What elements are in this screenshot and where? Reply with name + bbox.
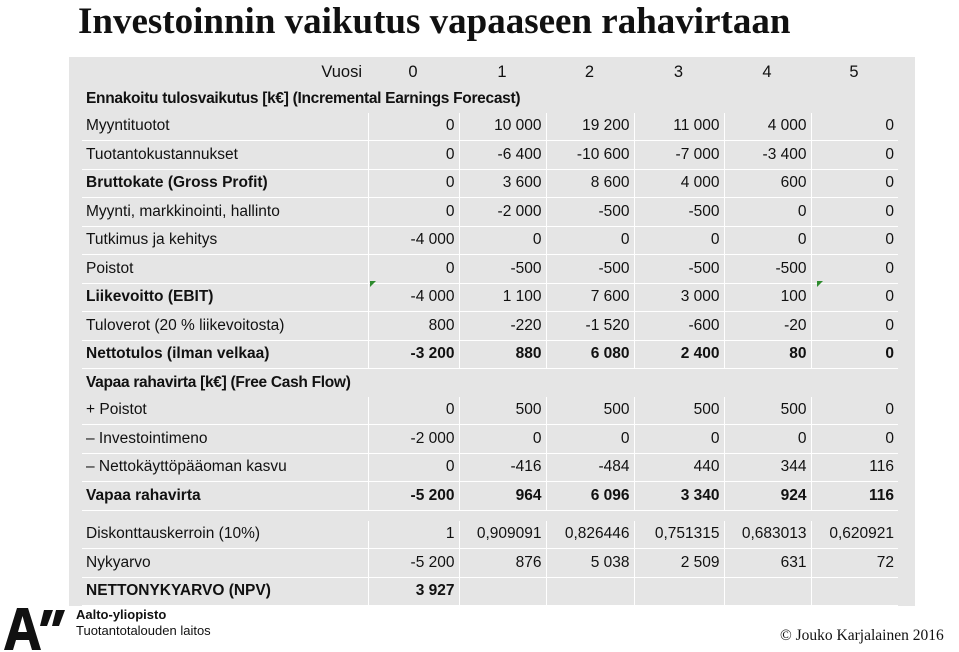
- value-cell: 800: [368, 312, 459, 341]
- table-row: [82, 521, 898, 549]
- value-cell: 0: [459, 226, 546, 255]
- value-cell: 0: [811, 169, 898, 198]
- value-cell: 7 600: [546, 283, 634, 312]
- value-cell: 6 080: [546, 340, 634, 369]
- year-cell: 4: [762, 62, 772, 81]
- row-label: Liikevoitto (EBIT): [82, 283, 368, 312]
- fcf-rows: [82, 397, 898, 511]
- value-cell: 876: [459, 549, 546, 578]
- table-row: [82, 169, 898, 198]
- value-cell: 3 600: [459, 169, 546, 198]
- value-cell: 0: [811, 255, 898, 284]
- value-cell: 500: [459, 397, 546, 425]
- value-cell: -500: [724, 255, 811, 284]
- row-label: Diskonttauskerroin (10%): [82, 521, 368, 549]
- value-cell: 0: [724, 198, 811, 227]
- row-label: NETTONYKYARVO (NPV): [82, 577, 368, 606]
- value-cell: 116: [811, 453, 898, 482]
- value-cell: -6 400: [459, 141, 546, 170]
- table-row: [82, 549, 898, 578]
- value-cell: -5 200: [368, 549, 459, 578]
- financial-table: [82, 58, 898, 606]
- value-cell: 0: [368, 255, 459, 284]
- value-cell: 0,909091: [459, 521, 546, 549]
- value-cell: -5 200: [368, 482, 459, 511]
- value-cell: [459, 577, 546, 606]
- value-cell: -220: [459, 312, 546, 341]
- value-cell: 0: [811, 113, 898, 141]
- cell-comment-marker: [817, 281, 823, 287]
- org-name: Aalto-yliopisto: [76, 607, 167, 622]
- value-cell: -2 000: [368, 425, 459, 454]
- value-cell: 0: [546, 226, 634, 255]
- value-cell: 0: [811, 312, 898, 341]
- aalto-logo: [4, 606, 68, 650]
- value-cell: 600: [724, 169, 811, 198]
- value-cell: 80: [724, 340, 811, 369]
- value-cell: 8 600: [546, 169, 634, 198]
- row-label: + Poistot: [82, 397, 368, 425]
- value-cell: 440: [634, 453, 724, 482]
- value-cell: 0: [811, 226, 898, 255]
- value-cell: 0: [368, 141, 459, 170]
- value-cell: 10 000: [459, 113, 546, 141]
- value-cell: 500: [546, 397, 634, 425]
- year-cell: 3: [673, 62, 684, 81]
- value-cell: -20: [724, 312, 811, 341]
- table-row: [82, 397, 898, 425]
- value-cell: -500: [546, 198, 634, 227]
- table-row: [82, 283, 898, 312]
- value-cell: -4 000: [368, 226, 459, 255]
- value-cell: 0: [811, 397, 898, 425]
- value-cell: 3 927: [368, 577, 459, 606]
- value-cell: -1 520: [546, 312, 634, 341]
- value-cell: 0: [811, 141, 898, 170]
- table-row: [82, 425, 898, 454]
- table-row: [82, 453, 898, 482]
- value-cell: 6 096: [546, 482, 634, 511]
- section-label: Ennakoitu tulosvaikutus [k€] (Incremental Earnings Forecast): [86, 89, 521, 107]
- value-cell: 0: [368, 113, 459, 141]
- row-label: Nettotulos (ilman velkaa): [82, 340, 368, 369]
- section-label: Vapaa rahavirta [k€] (Free Cash Flow): [86, 373, 351, 391]
- year-header-row: [82, 58, 898, 85]
- value-cell: 0: [811, 198, 898, 227]
- value-cell: 116: [811, 482, 898, 511]
- value-cell: 2 509: [634, 549, 724, 578]
- value-cell: [811, 577, 898, 606]
- value-cell: [634, 577, 724, 606]
- value-cell: 5 038: [546, 549, 634, 578]
- row-label: Vapaa rahavirta: [82, 482, 368, 511]
- value-cell: -500: [634, 255, 724, 284]
- value-cell: 0,620921: [811, 521, 898, 549]
- page-title: Investoinnin vaikutus vapaaseen rahavirtaan: [78, 1, 791, 42]
- value-cell: 500: [634, 397, 724, 425]
- earnings-rows: [82, 113, 898, 369]
- table-row: [82, 198, 898, 227]
- row-label: Myyntituotot: [82, 113, 368, 141]
- value-cell: -10 600: [546, 141, 634, 170]
- value-cell: -500: [546, 255, 634, 284]
- section-heading-fcf: [82, 369, 898, 397]
- copyright-notice: © Jouko Karjalainen 2016: [780, 627, 944, 644]
- table-row: [82, 340, 898, 369]
- year-cell: 5: [849, 62, 859, 81]
- table-row: [82, 113, 898, 141]
- value-cell: 964: [459, 482, 546, 511]
- row-label: Tuloverot (20 % liikevoitosta): [82, 312, 368, 341]
- year-cell: 2: [584, 62, 595, 81]
- row-label: Poistot: [82, 255, 368, 284]
- value-cell: 344: [724, 453, 811, 482]
- table-row: [82, 226, 898, 255]
- value-cell: 11 000: [634, 113, 724, 141]
- section-heading-earnings: [82, 85, 898, 113]
- value-cell: 4 000: [724, 113, 811, 141]
- value-cell: 1: [368, 521, 459, 549]
- org-dept: Tuotantotalouden laitos: [76, 623, 211, 638]
- value-cell: 3 000: [634, 283, 724, 312]
- table-row: [82, 482, 898, 511]
- year-cell: 1: [497, 62, 507, 81]
- value-cell: 880: [459, 340, 546, 369]
- value-cell: 100: [724, 283, 811, 312]
- table-row: [82, 255, 898, 284]
- value-cell: 924: [724, 482, 811, 511]
- row-label: – Investointimeno: [82, 425, 368, 454]
- value-cell: 0,683013: [724, 521, 811, 549]
- value-cell: -3 200: [368, 340, 459, 369]
- value-cell: 0: [811, 425, 898, 454]
- value-cell: 4 000: [634, 169, 724, 198]
- value-cell: 500: [724, 397, 811, 425]
- value-cell: -500: [634, 198, 724, 227]
- row-label: Nykyarvo: [82, 549, 368, 578]
- value-cell: 19 200: [546, 113, 634, 141]
- value-cell: [546, 577, 634, 606]
- value-cell: 0: [368, 198, 459, 227]
- value-cell: 0: [811, 340, 898, 369]
- value-cell: 0: [368, 169, 459, 198]
- value-cell: -416: [459, 453, 546, 482]
- value-cell: 0: [546, 425, 634, 454]
- cell-comment-marker: [370, 281, 376, 287]
- table-row: [82, 577, 898, 606]
- value-cell: 0: [368, 453, 459, 482]
- value-cell: -600: [634, 312, 724, 341]
- value-cell: 3 340: [634, 482, 724, 511]
- year-header-label: Vuosi: [321, 62, 362, 81]
- value-cell: -3 400: [724, 141, 811, 170]
- spacer-row: [82, 510, 898, 521]
- value-cell: 2 400: [634, 340, 724, 369]
- value-cell: 0: [368, 397, 459, 425]
- value-cell: 0: [811, 283, 898, 312]
- value-cell: -4 000: [368, 283, 459, 312]
- value-cell: -7 000: [634, 141, 724, 170]
- table-row: [82, 141, 898, 170]
- value-cell: 0: [724, 226, 811, 255]
- value-cell: 0: [634, 226, 724, 255]
- value-cell: 0,826446: [546, 521, 634, 549]
- value-cell: 0: [634, 425, 724, 454]
- value-cell: 0: [724, 425, 811, 454]
- row-label: Myynti, markkinointi, hallinto: [82, 198, 368, 227]
- value-cell: -484: [546, 453, 634, 482]
- npv-rows: [82, 521, 898, 606]
- row-label: Bruttokate (Gross Profit): [82, 169, 368, 198]
- year-cell: 0: [408, 62, 418, 81]
- value-cell: 631: [724, 549, 811, 578]
- table-row: [82, 312, 898, 341]
- value-cell: -2 000: [459, 198, 546, 227]
- value-cell: 72: [811, 549, 898, 578]
- row-label: Tuotantokustannukset: [82, 141, 368, 170]
- value-cell: [724, 577, 811, 606]
- row-label: Tutkimus ja kehitys: [82, 226, 368, 255]
- row-label: – Nettokäyttöpääoman kasvu: [82, 453, 368, 482]
- value-cell: 1 100: [459, 283, 546, 312]
- value-cell: 0: [459, 425, 546, 454]
- value-cell: 0,751315: [634, 521, 724, 549]
- value-cell: -500: [459, 255, 546, 284]
